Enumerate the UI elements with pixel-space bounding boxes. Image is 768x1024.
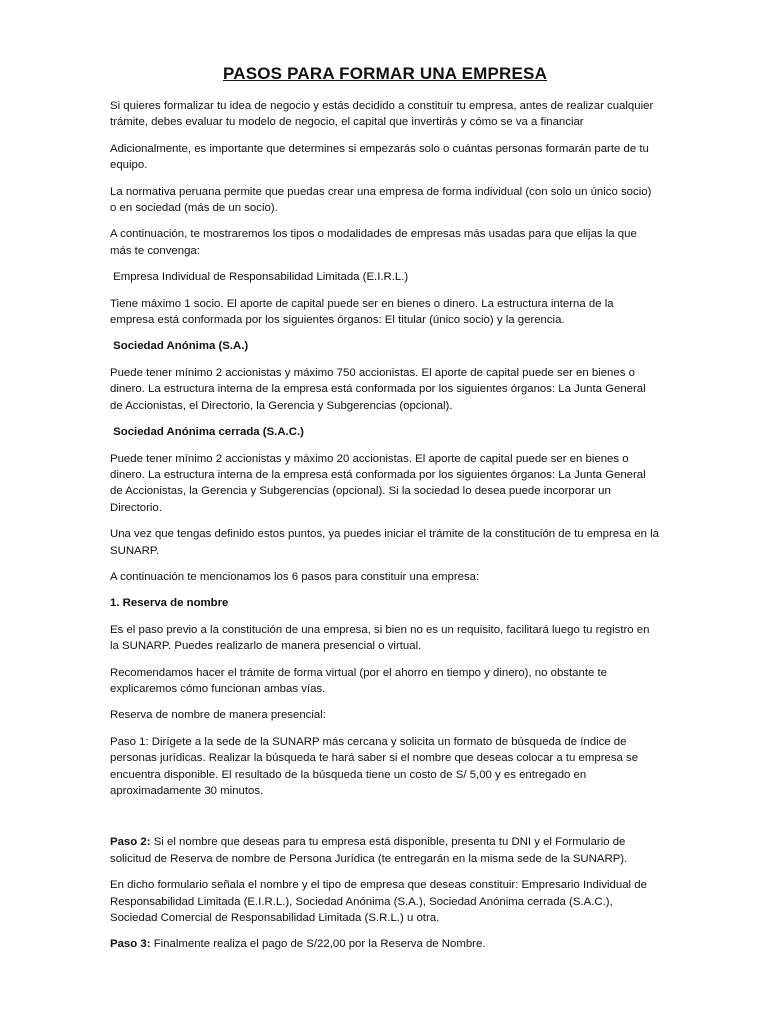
step1-heading: 1. Reserva de nombre [110,597,229,610]
eirl-heading: Empresa Individual de Responsabilidad Limitada (E.I.R.L.) [113,271,409,284]
recommendation-paragraph: Recomendamos hacer el trámite de forma virtual (por el ahorro en tiempo y dinero), no obstante te explicaremos cómo funcionan ambas vías. [110,666,608,695]
intro-paragraph: Si quieres formalizar tu idea de negocio y estás decidido a constituir tu empresa, antes de realizar cualquier trámite, debes evaluar tu modelo de negocio, el capital que invertirás y cómo se va a financiar [110,100,654,129]
spacer [110,809,660,834]
sac-heading: Sociedad Anónima cerrada (S.A.C.) [113,426,304,439]
paso2-text: Si el nombre que deseas para tu empresa está disponible, presenta tu DNI y el Formulario de solicitud de Reserva de nombre de Persona Jurídica (te entregarán en la misma sede de la SUNARP). [110,836,628,865]
team-paragraph: Adicionalmente, es importante que determines si empezarás solo o cuántas personas formarán parte de tu equipo. [110,142,649,172]
step1-paragraph: Es el paso previo a la constitución de una empresa, si bien no es un requisito, facilitará luego tu registro en la SUNARP. Puedes realizarlo de manera presencial o virtual. [110,623,650,653]
page-title: PASOS PARA FORMAR UNA EMPRESA [222,64,548,83]
sac-paragraph: Puede tener mínimo 2 accionistas y máximo 20 accionistas. El aporte de capital puede ser en bienes o dinero. La estructura interna de la empresa está conformada por los siguientes órganos: La Junta General de Accionistas, la Gerencia y Subgerencias (opcional). Si la sociedad lo desea puede incorporar un Directorio. [110,452,646,514]
sa-paragraph: Puede tener mínimo 2 accionistas y máximo 750 accionistas. El aporte de capital puede ser en bienes o dinero. La estructura interna de la empresa está conformada por los siguientes órganos: La Junta General de Accionistas, el Directorio, la Gerencia y Subgerencias (opcional). [110,366,646,412]
paso3-text: Finalmente realiza el pago de S/22,00 por la Reserva de Nombre. [150,938,486,951]
eirl-paragraph: Tiene máximo 1 socio. El aporte de capital puede ser en bienes o dinero. La estructura interna de la empresa está conformada por los siguientes órganos: El titular (único socio) y la gerencia. [110,297,614,327]
paso3-paragraph [110,936,660,952]
next-steps-paragraph: Una vez que tengas definido estos puntos, ya puedes iniciar el trámite de la constitución de tu empresa en la SUNARP. [110,528,659,557]
sa-heading: Sociedad Anónima (S.A.) [113,340,249,353]
regulation-paragraph: La normativa peruana permite que puedas crear una empresa de forma individual (con solo un único socio) o en sociedad (más de un socio). [110,185,652,215]
paso2-label: Paso 2: [110,836,151,849]
six-steps-paragraph: A continuación te mencionamos los 6 pasos para constituir una empresa: [110,570,480,583]
paso2-paragraph [110,834,660,867]
types-intro-paragraph: A continuación, te mostraremos los tipos o modalidades de empresas más usadas para que elijas la que más te convenga: [110,228,637,257]
paso3-label: Paso 3: [110,938,151,951]
paso1-paragraph: Paso 1: Dirígete a la sede de la SUNARP más cercana y solicita un formato de búsqueda de índice de personas jurídicas. Realizar la búsqueda te hará saber si el nombre que deseas colocar a tu empresa se encuentra disponible. El resultado de la búsqueda tiene un costo de S/ 5,00 y es entregado en aproximadamente 30 minutos. [110,735,639,797]
form-paragraph: En dicho formulario señala el nombre y el tipo de empresa que deseas constituir: Empresario Individual de Responsabilidad Limitada (E.I.R.L.), Sociedad Anónima (S.A.), Sociedad Anónima cerrada (S.A.C.), Sociedad Comercial de Responsabilidad Limitada (S.R.L.) u otra. [110,879,647,925]
presencial-label: Reserva de nombre de manera presencial: [110,709,326,722]
